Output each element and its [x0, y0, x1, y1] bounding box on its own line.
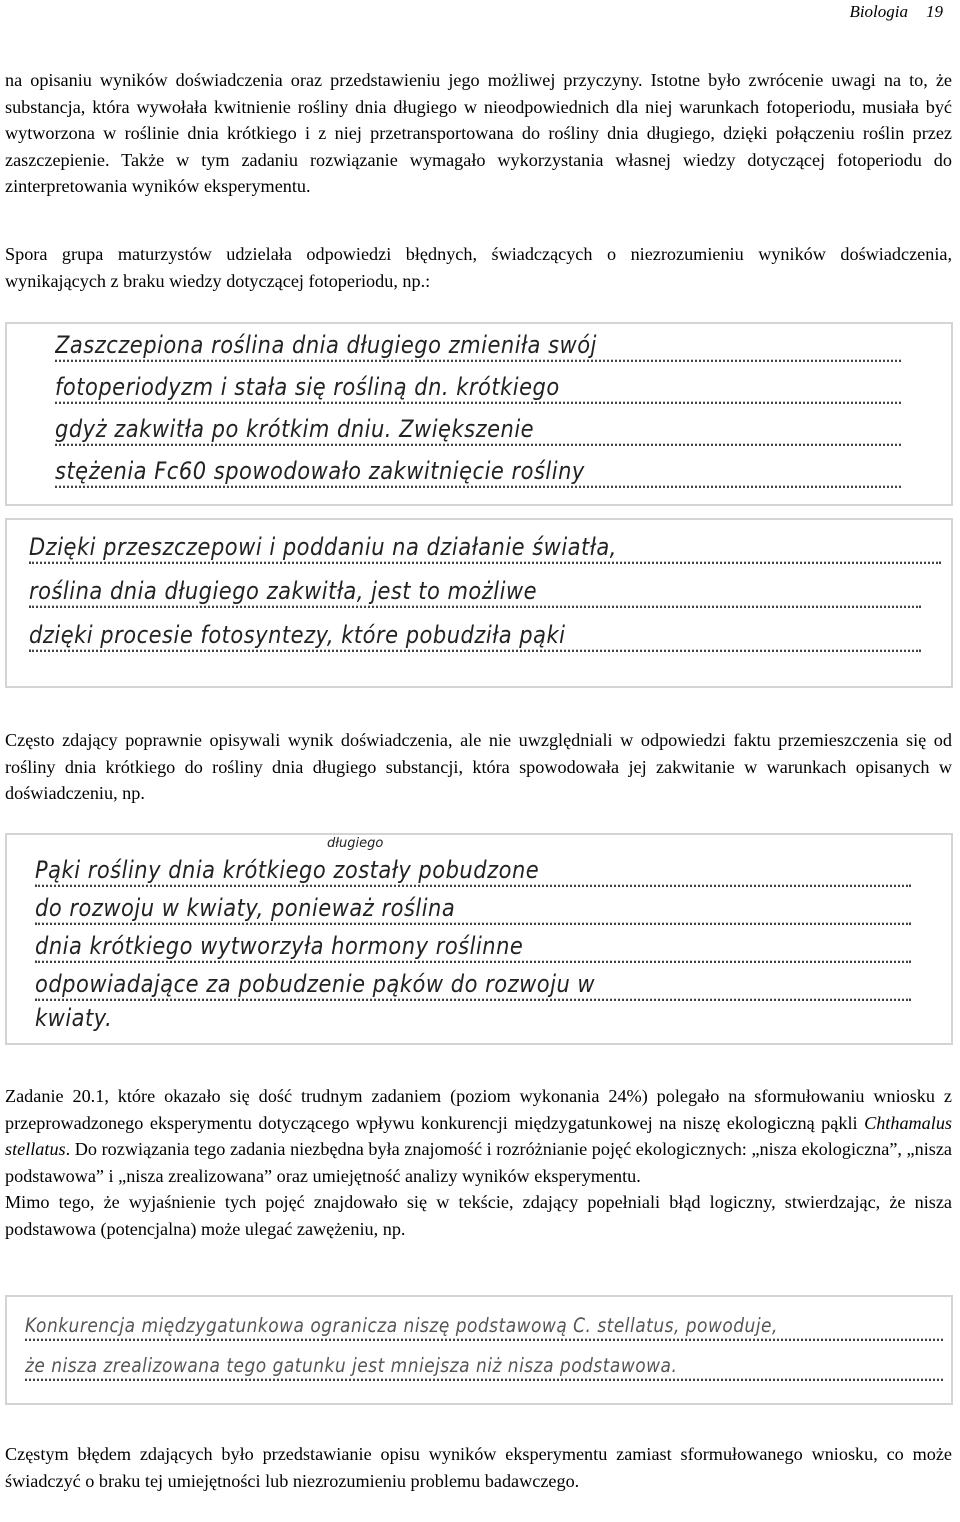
handwritten-line: gdyż zakwitła po krótkim dniu. Zwiększenie: [55, 414, 901, 446]
handwritten-line: fotoperiodyzm i stała się rośliną dn. krótkiego: [55, 372, 901, 404]
handwritten-line: Pąki rośliny dnia krótkiego zostały pobudzone: [35, 855, 911, 887]
page-header: [831, 0, 943, 24]
handwritten-line: dnia krótkiego wytworzyła hormony roślinne: [35, 931, 911, 963]
handwritten-answer-4: [5, 1295, 953, 1405]
handwritten-line: że nisza zrealizowana tego gatunku jest mniejsza niż nisza podstawowa.: [25, 1353, 943, 1381]
paragraph: Często zdający poprawnie opisywali wynik doświadczenia, ale nie uwzględniali w odpowiedzi faktu przemieszczenia się od rośliny dnia krótkiego do rośliny dnia długiego substancji, która spowodowała jej zakwitanie w warunkach opisanych w doświadczeniu, np.: [5, 730, 952, 804]
handwritten-line: Konkurencja międzygatunkowa ogranicza niszę podstawową C. stellatus, powoduje,: [25, 1313, 943, 1341]
paragraph: na opisaniu wyników doświadczenia oraz przedstawieniu jego możliwej przyczyny. Istotne było zwrócenie uwagi na to, że substancja, która wywołała kwitnienie rośliny dnia długiego w nieodpowiednich dla niej warunkach fotoperiodu, musiała być wytworzona w roślinie dnia krótkiego i z niej przetransportowana do rośliny dnia długiego, dzięki połączeniu roślin przez zaszczepienie. Także w tym zadaniu rozwiązanie wymagało wykorzystania własnej wiedzy dotyczącej fotoperiodu do zinterpretowania wyników eksperymentu.: [5, 70, 952, 197]
page-number: 19: [926, 2, 943, 21]
handwritten-correction: długiego: [327, 836, 384, 851]
handwritten-line: do rozwoju w kwiaty, ponieważ roślina: [35, 893, 911, 925]
paragraph: Mimo tego, że wyjaśnienie tych pojęć znajdowało się w tekście, zdający popełniali błąd logiczny, stwierdzając, że nisza podstawowa (potencjalna) może ulegać zawężeniu, np.: [5, 1192, 952, 1239]
paragraph: [5, 1083, 952, 1189]
text-section: [5, 1083, 952, 1243]
paragraph: Spora grupa maturzystów udzielała odpowiedzi błędnych, świadczących o niezrozumieniu wyników doświadczenia, wynikających z braku wiedzy dotyczącej fotoperiodu, np.:: [5, 244, 952, 291]
handwritten-line: stężenia Fc60 spowodowało zakwitnięcie rośliny: [55, 456, 901, 488]
handwritten-line: roślina dnia długiego zakwitła, jest to możliwe: [29, 576, 921, 608]
handwritten-answer-3: [5, 833, 953, 1045]
handwritten-line: odpowiadające za pobudzenie pąków do rozwoju w: [35, 969, 911, 1001]
paragraph-text: Zadanie 20.1, które okazało się dość trudnym zadaniem (poziom wykonania 24%) polegało na sformułowaniu wniosku z przeprowadzonego eksperymentu dotyczącego wpływu konkurencji międzygatunkowej na niszę ekologiczną pąkli: [5, 1086, 952, 1133]
handwritten-line: dzięki procesie fotosyntezy, które pobudziła pąki: [29, 620, 921, 652]
handwritten-line: Dzięki przeszczepowi i poddaniu na działanie światła,: [29, 532, 941, 564]
species-name: Chthamalus stellatus: [5, 1112, 952, 1160]
handwritten-line: kwiaty.: [35, 1004, 113, 1032]
paragraph: Częstym błędem zdających było przedstawianie opisu wyników eksperymentu zamiast sformułowanego wniosku, co może świadczyć o braku tej umiejętności lub niezrozumieniu problemu badawczego.: [5, 1444, 952, 1491]
paragraph-text: . Do rozwiązania tego zadania niezbędna była znajomość i rozróżnianie pojęć ekologicznych: „nisza ekologiczna”, „nisza podstawowa” i „nisza zrealizowana” oraz umiejętność analizy wyników eksperymentu.: [5, 1139, 952, 1186]
handwritten-answer-2: [5, 518, 953, 688]
handwritten-answer-1: [5, 322, 953, 506]
subject-label: Biologia: [849, 2, 908, 21]
handwritten-line: Zaszczepiona roślina dnia długiego zmieniła swój: [55, 330, 901, 362]
